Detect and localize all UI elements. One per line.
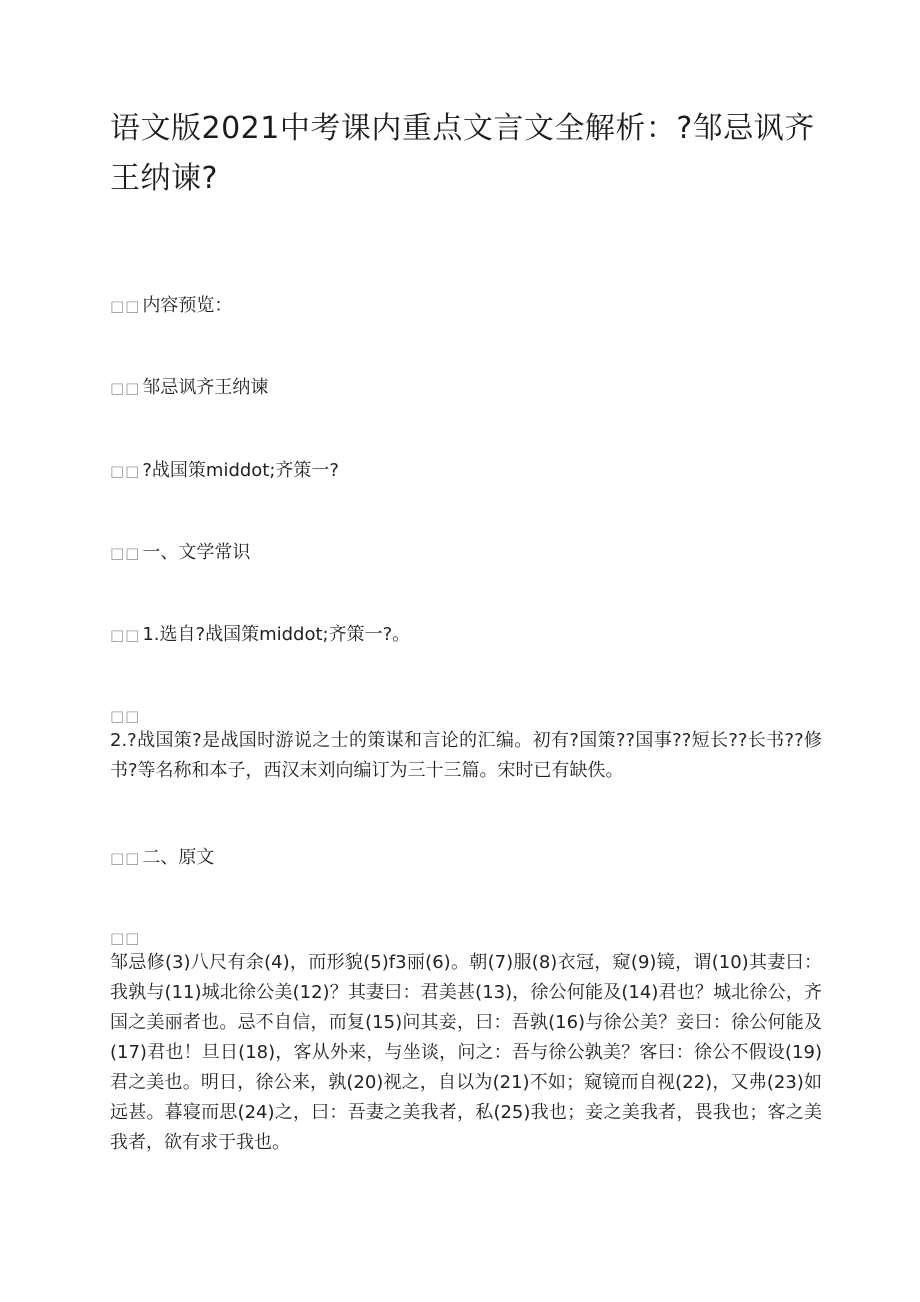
paragraph-text: ?战国策middot;齐策一? <box>142 460 339 481</box>
paragraph-text: 1.选自?战国策middot;齐策一?。 <box>142 624 411 645</box>
indent-marker: □□ <box>110 379 141 397</box>
paragraph-text: 2.?战国策?是战国时游说之士的策谋和言论的汇编。初有?国策??国事??短长??长书??修书?等名称和本子，西汉末刘向编订为三十三篇。宋时已有缺佚。 <box>110 730 822 781</box>
indent-marker: □□ <box>110 544 141 562</box>
paragraph-text: 邹忌修(3)八尺有余(4)，而形貌(5)f3丽(6)。朝(7)服(8)衣冠，窥(9)镜，谓(10)其妻曰：我孰与(11)城北徐公美(12)？其妻曰：君美甚(13)，徐公何能及(14)君也？城北徐公，齐国之美丽者也。忌不自信，而复(15)问其妾，曰：吾孰(16)与徐公美？妾曰：徐公何能及(17)君也！旦日(18)，客从外来，与坐谈，问之：吾与徐公孰美？客曰：徐公不假设(19)君之美也。明日，徐公来，孰(20)视之，自以为(21)不如；窥镜而自视(22)，又弗(23)如远甚。暮寝而思(24)之，曰：吾妻之美我者，私(25)我也；妾之美我者，畏我也；客之美我者，欲有求于我也。 <box>110 952 822 1153</box>
indent-marker: □□ <box>110 707 141 725</box>
paragraph-item-1 <box>110 620 822 650</box>
paragraph-text: 邹忌讽齐王纳谏 <box>142 377 269 398</box>
indent-marker: □□ <box>110 849 141 867</box>
indent-marker: □□ <box>110 929 141 947</box>
paragraph-original-text <box>110 928 822 1158</box>
paragraph-source <box>110 456 822 486</box>
paragraph-preview <box>110 291 822 321</box>
paragraph-text: 一、文学常识 <box>142 542 251 563</box>
section-heading-original-text <box>110 843 822 873</box>
document-title: 语文版2021中考课内重点文言文全解析：?邹忌讽齐王纳谏? <box>110 111 815 196</box>
indent-marker: □□ <box>110 297 141 315</box>
paragraph-text: 二、原文 <box>142 847 215 868</box>
paragraph-text: 内容预览： <box>142 295 233 316</box>
indent-marker: □□ <box>110 462 141 480</box>
paragraph-work-title <box>110 373 822 403</box>
section-heading-literary-knowledge <box>110 538 822 568</box>
paragraph-item-2 <box>110 706 822 786</box>
indent-marker: □□ <box>110 626 141 644</box>
